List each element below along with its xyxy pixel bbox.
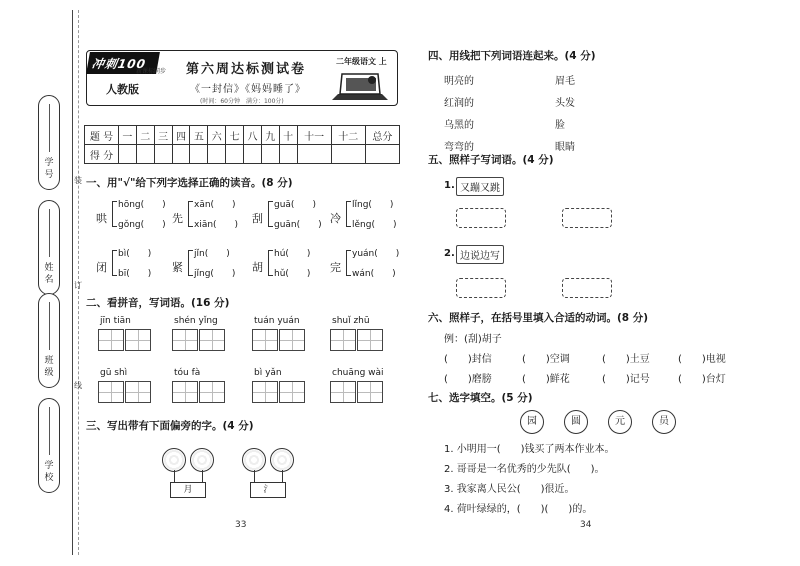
score-cell[interactable]: [261, 145, 279, 164]
writing-box[interactable]: [172, 381, 198, 403]
flower-icon[interactable]: [190, 448, 214, 472]
writing-box[interactable]: [98, 381, 124, 403]
answer-box[interactable]: [562, 278, 612, 298]
target-character: 紧: [172, 261, 183, 274]
fill-blank-item[interactable]: ( )鲜花: [522, 374, 570, 385]
table-header-cell: 七: [226, 126, 244, 145]
score-cell[interactable]: [279, 145, 297, 164]
pinyin-option[interactable]: bì( ): [118, 249, 152, 259]
write-line: [49, 104, 50, 152]
section-1-title: 一、用"√"给下列字选择正确的读音。(8 分): [86, 177, 293, 189]
pinyin-prompt: tuán yuán: [254, 316, 300, 326]
field-label: 号: [44, 170, 54, 180]
score-cell[interactable]: [226, 145, 244, 164]
laptop-illustration-icon: [332, 70, 388, 102]
writing-box[interactable]: [252, 329, 278, 351]
writing-box[interactable]: [252, 381, 278, 403]
target-character: 胡: [252, 261, 263, 274]
section-2-title: 二、看拼音，写词语。(16 分): [86, 297, 230, 309]
score-cell[interactable]: [119, 145, 137, 164]
choice-circle[interactable]: 园: [520, 410, 544, 434]
flower-icon[interactable]: [270, 448, 294, 472]
fold-mark: 装: [74, 176, 82, 185]
score-cell[interactable]: [331, 145, 365, 164]
question-3: 3. 我家离人民公( )很近。: [444, 484, 575, 495]
flower-icon[interactable]: [242, 448, 266, 472]
match-right-item[interactable]: 脸: [555, 120, 565, 131]
section-6-title: 六、照样子，在括号里填入合适的动词。(8 分): [428, 312, 649, 324]
table-header-label: 题 号: [85, 126, 119, 145]
pinyin-option[interactable]: xān( ): [194, 200, 236, 210]
table-header-cell: 八: [244, 126, 262, 145]
brace: [346, 201, 351, 227]
match-right-item[interactable]: 眼睛: [555, 142, 575, 153]
radical-pot: 氵: [250, 482, 286, 498]
table-header-cell: 六: [208, 126, 226, 145]
writing-box[interactable]: [330, 381, 356, 403]
score-cell[interactable]: [297, 145, 331, 164]
match-left-item[interactable]: 乌黑的: [444, 120, 474, 131]
score-cell[interactable]: [208, 145, 226, 164]
flower-icon[interactable]: [162, 448, 186, 472]
student-number-field[interactable]: [38, 95, 60, 190]
class-field[interactable]: [38, 293, 60, 388]
pinyin-prompt: tóu fà: [174, 368, 201, 378]
pinyin-option[interactable]: jǐng( ): [194, 269, 236, 279]
lesson-subtitle: 《一封信》《妈妈睡了》: [190, 84, 306, 95]
score-cell[interactable]: [190, 145, 208, 164]
field-label: 姓: [44, 263, 54, 273]
pinyin-option[interactable]: lǐng( ): [352, 200, 394, 210]
score-cell[interactable]: [136, 145, 154, 164]
pinyin-prompt: shuǐ zhū: [332, 316, 370, 326]
writing-box[interactable]: [357, 381, 383, 403]
pinyin-option[interactable]: hǔ( ): [274, 269, 311, 279]
brace: [112, 250, 117, 276]
section-7-title: 七、选字填空。(5 分): [428, 392, 533, 404]
logo-subtitle: 新课标同步: [136, 68, 167, 75]
choice-circle[interactable]: 圆: [564, 410, 588, 434]
pinyin-option[interactable]: bī( ): [118, 269, 152, 279]
example-line: 例：(刮)胡子: [444, 334, 502, 345]
table-header-cell: 三: [154, 126, 172, 145]
match-right-item[interactable]: 眉毛: [555, 76, 575, 87]
field-label: 名: [44, 275, 54, 285]
brace: [346, 250, 351, 276]
writing-box[interactable]: [330, 329, 356, 351]
match-left-item[interactable]: 弯弯的: [444, 142, 474, 153]
student-name-field[interactable]: [38, 200, 60, 295]
example-1-number: 1.: [444, 180, 455, 191]
target-character: 闭: [96, 261, 107, 274]
writing-box[interactable]: [98, 329, 124, 351]
radical-pot: 月: [170, 482, 206, 498]
pinyin-option[interactable]: jǐn( ): [194, 249, 230, 259]
brand-logo: 冲刺100分: [86, 52, 160, 74]
table-header-cell: 九: [261, 126, 279, 145]
score-cell[interactable]: [244, 145, 262, 164]
pinyin-prompt: jīn tiān: [100, 316, 131, 326]
pinyin-prompt: chuāng wài: [332, 368, 384, 378]
question-4: 4. 荷叶绿绿的，( )( )的。: [444, 504, 593, 515]
field-label: 学: [44, 461, 54, 471]
field-label: 班: [44, 356, 54, 366]
write-line: [49, 209, 50, 257]
table-row-label: 得 分: [85, 145, 119, 164]
fill-blank-item[interactable]: ( )磨膀: [444, 374, 492, 385]
score-cell[interactable]: [172, 145, 190, 164]
table-header-cell: 四: [172, 126, 190, 145]
page-number-left: 33: [235, 520, 247, 530]
page-number-right: 34: [580, 520, 592, 530]
page-title: 第六周达标测试卷: [186, 62, 307, 77]
pinyin-prompt: bì yǎn: [254, 368, 282, 378]
table-header-cell: 二: [136, 126, 154, 145]
score-cell[interactable]: [365, 145, 399, 164]
field-label: 级: [44, 368, 54, 378]
target-character: 冷: [330, 212, 341, 225]
field-label: 学: [44, 158, 54, 168]
target-character: 刮: [252, 212, 263, 225]
fold-mark: 订: [74, 281, 82, 290]
writing-box[interactable]: [199, 329, 225, 351]
pinyin-prompt: shén yǐng: [174, 316, 218, 326]
section-3-title: 三、写出带有下面偏旁的字。(4 分): [86, 420, 254, 432]
choice-circle[interactable]: 元: [608, 410, 632, 434]
writing-box[interactable]: [357, 329, 383, 351]
table-header-cell: 五: [190, 126, 208, 145]
writing-box[interactable]: [279, 329, 305, 351]
pinyin-option[interactable]: lěng( ): [352, 220, 397, 230]
question-1: 1. 小明用一( )钱买了两本作业本。: [444, 444, 615, 455]
score-cell[interactable]: [154, 145, 172, 164]
pinyin-option[interactable]: guā( ): [274, 200, 316, 210]
field-label: 校: [44, 473, 54, 483]
question-2: 2. 哥哥是一名优秀的少先队( )。: [444, 464, 605, 475]
brace: [112, 201, 117, 227]
writing-box[interactable]: [125, 381, 151, 403]
brace: [268, 201, 273, 227]
fill-blank-item[interactable]: ( )记号: [602, 374, 650, 385]
match-left-item[interactable]: 明亮的: [444, 76, 474, 87]
score-table: [84, 125, 400, 164]
example-1-word: 又蹦又跳: [456, 177, 504, 196]
pinyin-option[interactable]: gǒng( ): [118, 220, 166, 230]
write-line: [49, 407, 50, 455]
fill-blank-item[interactable]: ( )土豆: [602, 354, 650, 365]
fill-blank-item[interactable]: ( )空调: [522, 354, 570, 365]
writing-box[interactable]: [172, 329, 198, 351]
pinyin-option[interactable]: guān( ): [274, 220, 322, 230]
section-4-title: 四、用线把下列词语连起来。(4 分): [428, 50, 596, 62]
fill-blank-item[interactable]: ( )电视: [678, 354, 726, 365]
exam-meta: (时间：60分钟 满分：100分): [200, 98, 284, 105]
table-header-cell: 十: [279, 126, 297, 145]
target-character: 先: [172, 212, 183, 225]
match-left-item[interactable]: 红润的: [444, 98, 474, 109]
brace: [188, 250, 193, 276]
pinyin-option[interactable]: hú( ): [274, 249, 311, 259]
edition-label: 人教版: [106, 83, 139, 96]
pinyin-option[interactable]: hōng( ): [118, 200, 166, 210]
brace: [268, 250, 273, 276]
pinyin-option[interactable]: wán( ): [352, 269, 396, 279]
pinyin-option[interactable]: xiān( ): [194, 220, 239, 230]
answer-box[interactable]: [562, 208, 612, 228]
answer-box[interactable]: [456, 208, 506, 228]
school-field[interactable]: [38, 398, 60, 493]
match-right-item[interactable]: 头发: [555, 98, 575, 109]
choice-circle[interactable]: 员: [652, 410, 676, 434]
grade-label: 二年级语文 上: [336, 57, 387, 66]
table-header-cell: 十一: [297, 126, 331, 145]
fill-blank-item[interactable]: ( )台灯: [678, 374, 726, 385]
fold-mark: 线: [74, 381, 82, 390]
writing-box[interactable]: [125, 329, 151, 351]
target-character: 完: [330, 261, 341, 274]
table-header-cell: 十二: [331, 126, 365, 145]
pinyin-prompt: gū shì: [100, 368, 128, 378]
example-2-word: 边说边写: [456, 245, 504, 264]
example-2-number: 2.: [444, 248, 455, 259]
section-5-title: 五、照样子写词语。(4 分): [428, 154, 554, 166]
brace: [188, 201, 193, 227]
target-character: 哄: [96, 212, 107, 225]
writing-box[interactable]: [279, 381, 305, 403]
write-line: [49, 302, 50, 350]
table-header-cell: 一: [119, 126, 137, 145]
answer-box[interactable]: [456, 278, 506, 298]
table-header-cell: 总分: [365, 126, 399, 145]
binding-line: [72, 10, 73, 555]
pinyin-option[interactable]: yuán( ): [352, 249, 400, 259]
fill-blank-item[interactable]: ( )封信: [444, 354, 492, 365]
writing-box[interactable]: [199, 381, 225, 403]
